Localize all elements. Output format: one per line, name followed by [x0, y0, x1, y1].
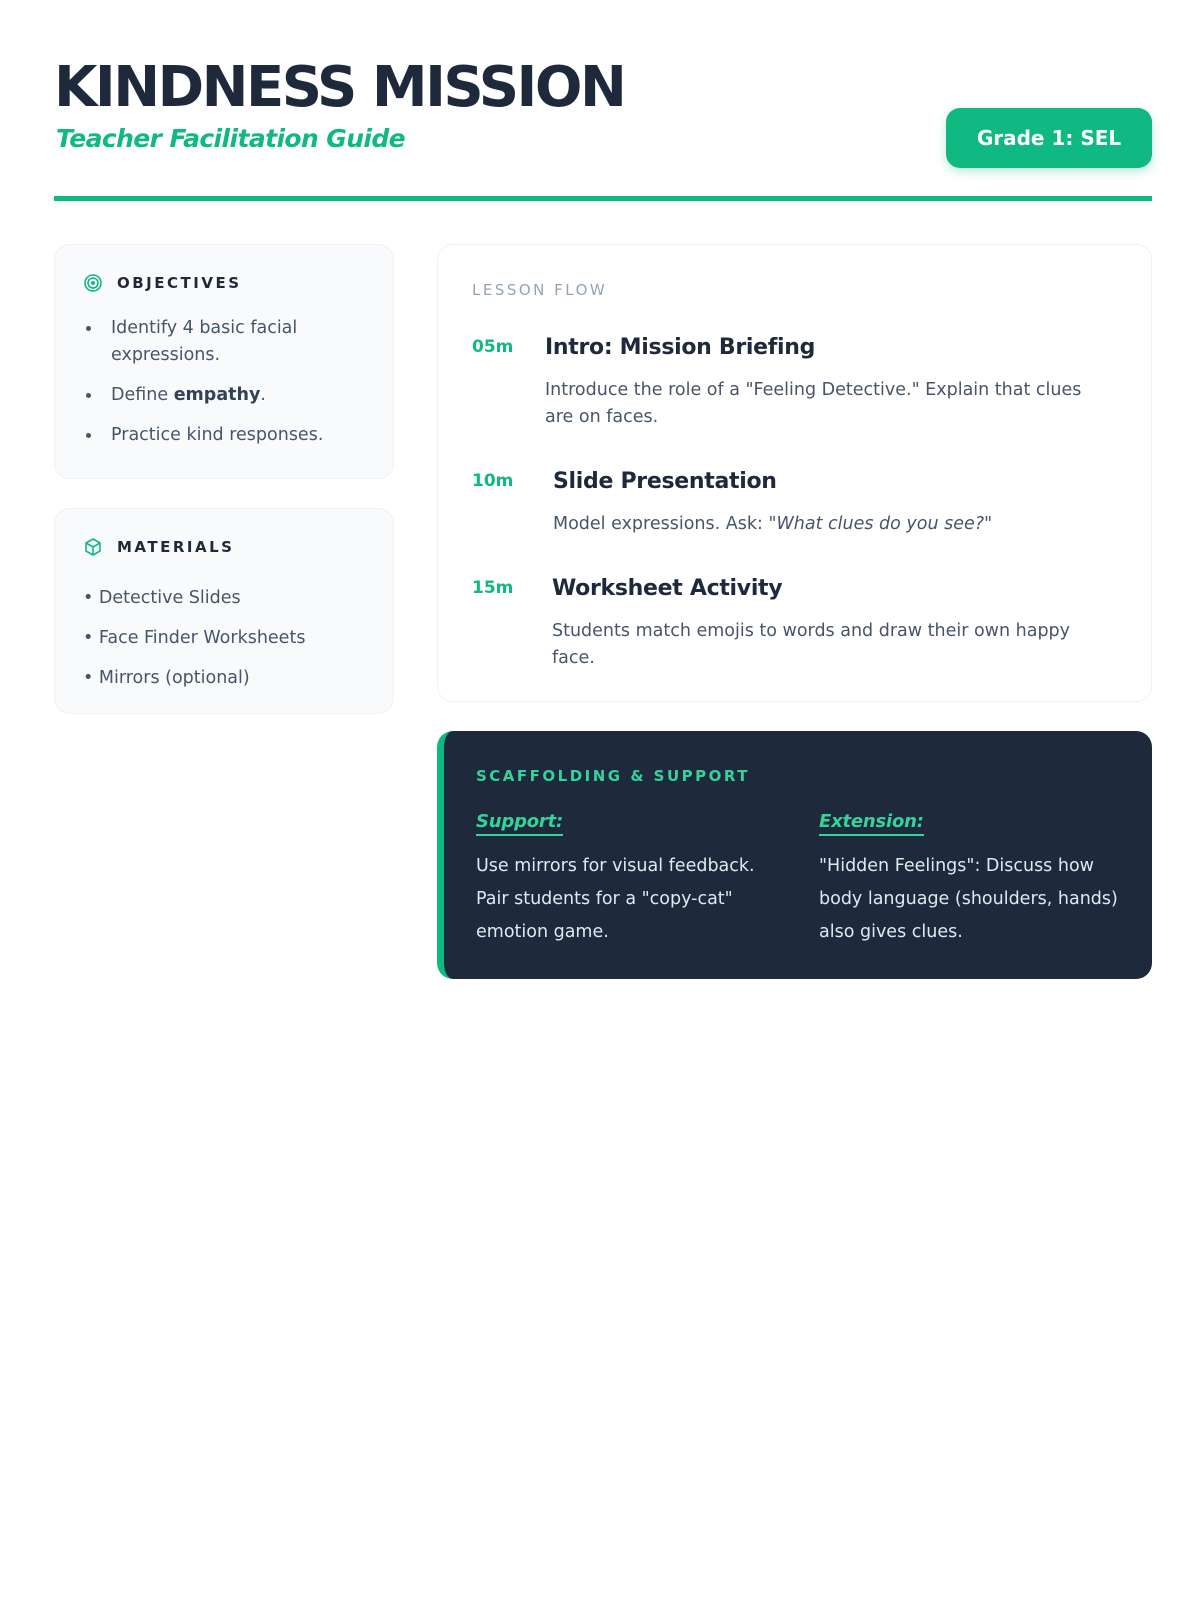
step-quote: "What clues do you see?"	[768, 514, 993, 534]
cube-icon	[83, 537, 103, 557]
step-title: Worksheet Activity	[552, 576, 783, 601]
support-column	[476, 811, 776, 949]
support-text: Use mirrors for visual feedback. Pair students for a "copy-cat" emotion game.	[476, 856, 755, 942]
lesson-step	[472, 576, 1122, 676]
step-description: Students match emojis to words and draw their own happy face.	[552, 621, 1071, 668]
grade-badge: Grade 1: SEL	[946, 108, 1152, 168]
extension-text: "Hidden Feelings": Discuss how body language (shoulders, hands) also gives clues.	[819, 856, 1118, 942]
empathy-term: empathy	[173, 385, 261, 405]
step-time: 10m	[472, 471, 514, 491]
page-header	[54, 56, 1152, 204]
objectives-heading: OBJECTIVES	[117, 274, 242, 292]
materials-list	[83, 585, 305, 705]
list-item: Practice kind responses.	[83, 422, 373, 449]
step-time: 15m	[472, 578, 514, 598]
step-time: 05m	[472, 337, 514, 357]
target-icon	[83, 273, 103, 293]
lesson-step	[472, 469, 1122, 539]
objectives-card	[54, 244, 394, 479]
page-title: KINDNESS MISSION	[54, 55, 625, 120]
extension-column	[819, 811, 1119, 949]
extension-label: Extension:	[819, 811, 924, 836]
header-divider	[54, 196, 1152, 201]
page-subtitle: Teacher Facilitation Guide	[56, 124, 406, 153]
lesson-step	[472, 335, 1122, 435]
materials-heading: MATERIALS	[117, 538, 235, 556]
step-title: Slide Presentation	[553, 469, 777, 494]
list-item: Identify 4 basic facial expressions.	[83, 315, 373, 369]
lesson-flow-card	[437, 244, 1152, 702]
list-item: • Mirrors (optional)	[83, 668, 250, 688]
step-description: Introduce the role of a "Feeling Detective." Explain that clues are on faces.	[545, 380, 1082, 427]
list-item: Define empathy.	[83, 382, 373, 409]
lesson-flow-heading: LESSON FLOW	[472, 281, 608, 299]
list-item: • Detective Slides	[83, 588, 241, 608]
materials-card	[54, 508, 394, 714]
list-item: • Face Finder Worksheets	[83, 628, 306, 648]
materials-header	[83, 537, 234, 557]
scaffolding-heading: SCAFFOLDING & SUPPORT	[476, 767, 750, 785]
step-description: Model expressions. Ask: "What clues do you see?"	[553, 514, 993, 534]
scaffolding-card	[437, 731, 1152, 979]
step-title: Intro: Mission Briefing	[545, 335, 816, 360]
objectives-header	[83, 273, 242, 293]
support-label: Support:	[476, 811, 563, 836]
objectives-list	[83, 315, 373, 462]
